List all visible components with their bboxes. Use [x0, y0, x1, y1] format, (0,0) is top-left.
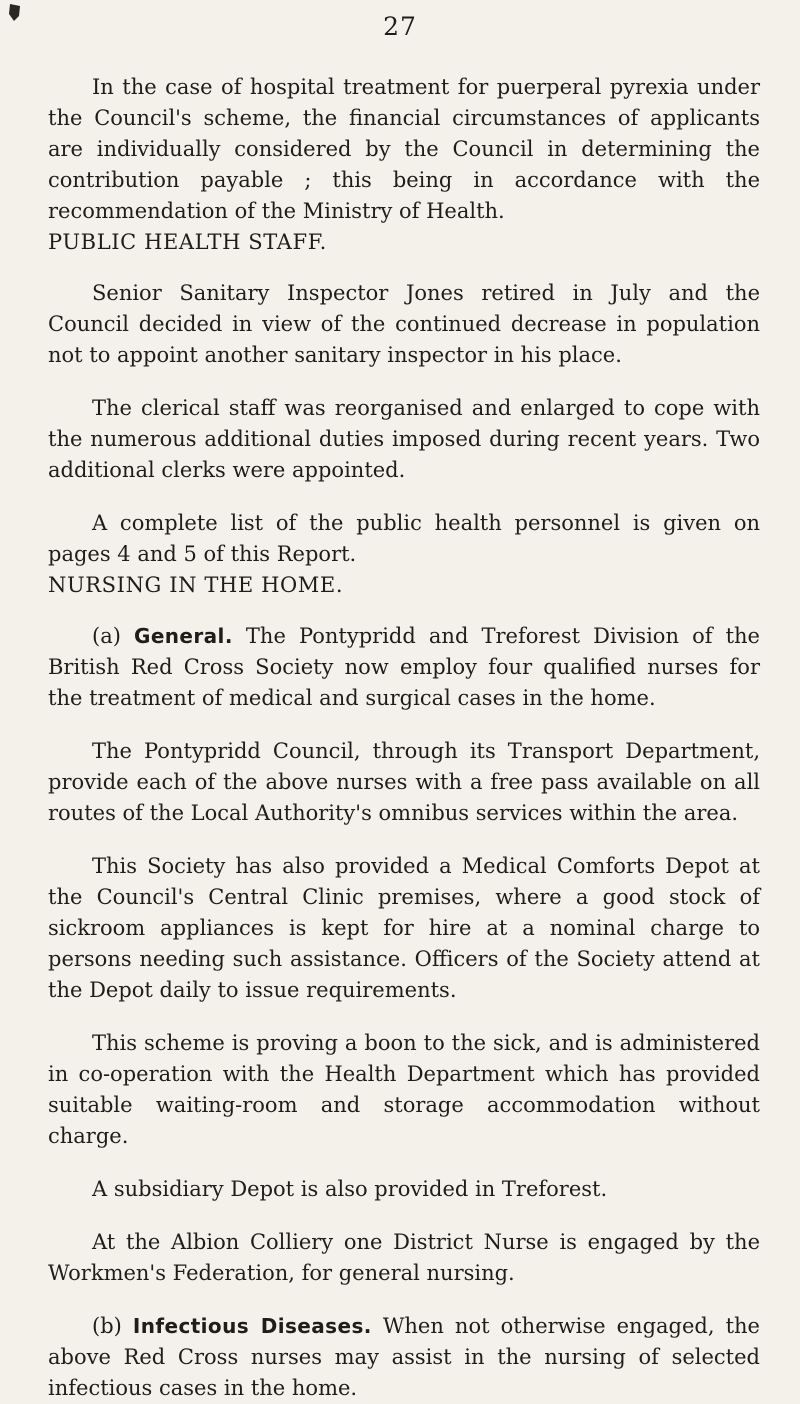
paragraph-scheme-boon: This scheme is proving a boon to the sick, and is administered in co-operation with the Health Department which has provided suitable waiting-room and storage accommodation without charge.: [48, 1031, 760, 1148]
subsection-text-general: The Pontypridd and Treforest Division of the British Red Cross Society now employ four qualified nurses for the treatment of medical and surgical cases in the home.: [48, 624, 760, 710]
document-body: [48, 72, 760, 1404]
paragraph-medical-comforts-depot: This Society has also provided a Medical Comforts Depot at the Council's Central Clinic premises, where a good stock of sickroom appliances is kept for hire at a nominal charge to persons needing such assistance. Officers of the Society attend at the Depot daily to issue requirements.: [48, 854, 760, 1002]
paragraph-albion-colliery: At the Albion Colliery one District Nurse is engaged by the Workmen's Federation, for general nursing.: [48, 1230, 760, 1285]
paragraph-general-nursing: [48, 621, 760, 714]
subsection-label-a: (a): [92, 624, 121, 648]
subsection-title-general: General.: [134, 624, 233, 648]
subsection-title-infectious-diseases: Infectious Diseases.: [132, 1314, 372, 1338]
paragraph-sanitary-inspector: Senior Sanitary Inspector Jones retired in July and the Council decided in view of the continued decrease in population not to appoint another sanitary inspector in his place.: [48, 281, 760, 367]
heading-nursing-in-the-home: NURSING IN THE HOME.: [48, 573, 344, 597]
paragraph-clerical-staff: The clerical staff was reorganised and enlarged to cope with the numerous additional duties imposed during recent years. Two additional clerks were appointed.: [48, 396, 760, 482]
paragraph-infectious-diseases: [48, 1311, 760, 1404]
paragraph-transport-pass: The Pontypridd Council, through its Transport Department, provide each of the above nurses with a free pass available on all routes of the Local Authority's omnibus services within the area.: [48, 739, 760, 825]
subsection-text-infectious-diseases: When not otherwise engaged, the above Red Cross nurses may assist in the nursing of selected infectious cases in the home.: [48, 1314, 760, 1400]
page-number: 27: [383, 12, 417, 41]
heading-public-health-staff: PUBLIC HEALTH STAFF.: [48, 230, 327, 254]
paragraph-subsidiary-depot: A subsidiary Depot is also provided in Treforest.: [92, 1177, 608, 1201]
paragraph-personnel-list: A complete list of the public health personnel is given on pages 4 and 5 of this Report.: [48, 511, 760, 566]
subsection-label-b: (b): [92, 1314, 122, 1338]
paragraph-puerperal-pyrexia: In the case of hospital treatment for puerperal pyrexia under the Council's scheme, the financial circumstances of applicants are individually considered by the Council in determining the contribution payable ; this being in accordance with the recommendation of the Ministry of Health.: [48, 75, 760, 223]
